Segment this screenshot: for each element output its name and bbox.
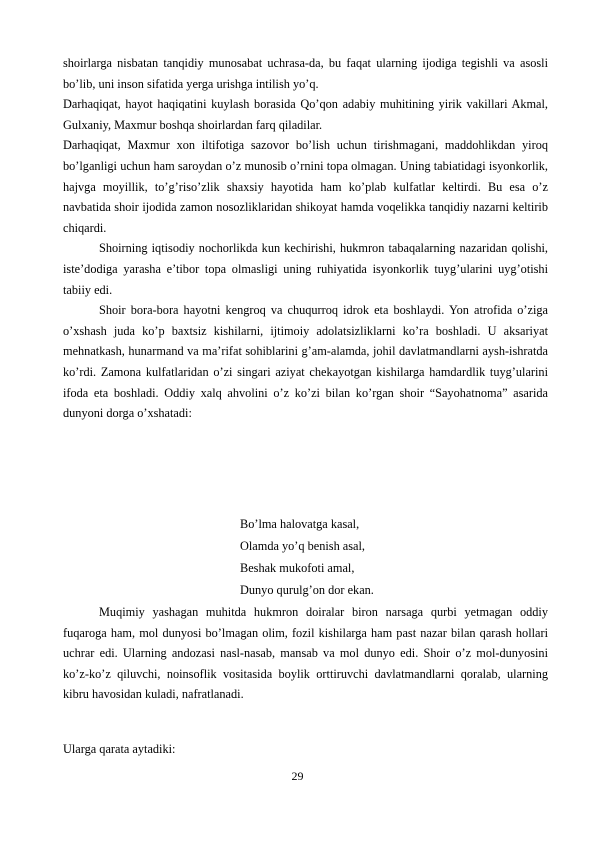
closing-line: Ularga qarata aytadiki: [63,742,176,756]
paragraph-1: shoirlarga nisbatan tanqidiy munosabat uchrasa-da, bu faqat ularning ijodiga tegishli va asosli bo’lib, uni inson sifatida yerga urishga intilish yo’q. [63,56,548,91]
paragraph-3: Darhaqiqat, Maxmur xon iltifotiga sazovor bo’lish uchun tirishmagani, maddohlikdan yiroq bo’lganligi uchun ham saroydan o’z munosib o’rnini topa olmagan. Uning tabiatidagi isyonkorlik, hajvga moyillik, to’g’riso’zlik shaxsiy hayotida ham ko’plab kulfatlar keltirdi. Bu esa o’z navbatida shoir ijodida zamon nosozliklaridan shikoyat hamda voqelikka tanqidiy nazarni keltirib chiqardi. [63,138,548,235]
paragraph-4: Shoirning iqtisodiy nochorlikda kun kechirishi, hukmron tabaqalarning nazaridan qolishi, iste’dodiga yarasha e’tibor topa olmasligi uning ruhiyatida isyonkorlik tuyg’ularini uyg’otishi tabiiy edi. [63,241,548,297]
paragraph-2: Darhaqiqat, hayot haqiqatini kuylash borasida Qo’qon adabiy muhitining yirik vakillari Akmal, Gulxaniy, Maxmur boshqa shoirlardan farq qiladilar. [63,97,548,132]
lower-text-block [63,602,548,705]
poem-line-4: Dunyo qurulg’on dor ekan. [240,583,374,597]
paragraph-5: Shoir bora-bora hayotni kengroq va chuqurroq idrok eta boshlaydi. Yon atrofida o’ziga o’xshash juda ko’p baxtsiz kishilarni, ijtimoiy adolatsizliklarni ko’ra boshladi. U aksariyat mehnatkash, hunarmand va ma’rifat sohiblarini g’am-alamda, johil davlatmandlarni aysh-ishratda ko’rdi. Zamona kulfatlaridan o’zi singari aziyat chekayotgan kishilarga hamdardlik tuyg’ularini ifoda eta boshladi. Oddiy xalq ahvolini o’z ko’zi bilan ko’rgan shoir “Sayohatnoma” asarida dunyoni dorga o’xshatadi: [63,303,548,421]
poem-line-3: Beshak mukofoti amal, [240,561,355,575]
page-number: 29 [291,769,304,783]
upper-text-block [63,53,548,424]
poem-stanza [240,513,374,601]
poem-line-1: Bo’lma halovatga kasal, [240,517,360,531]
closing-text-block [63,739,548,760]
poem-line-2: Olamda yo’q benish asal, [240,539,365,553]
paragraph-6: Muqimiy yashagan muhitda hukmron doiralar biron narsaga qurbi yetmagan oddiy fuqaroga ham, mol dunyosi bo’lmagan olim, fozil kishilarga ham past nazar bilan qarash hollari uchrar edi. Ularning andozasi nasl-nasab, mansab va mol dunyo edi. Shoir o’z mol-dunyosini ko’z-ko’z qiluvchi, noinsoflik vositasida boylik orttiruvchi davlatmandlarni qoralab, ularning kibru havosidan kuladi, nafratlanadi. [63,605,548,702]
